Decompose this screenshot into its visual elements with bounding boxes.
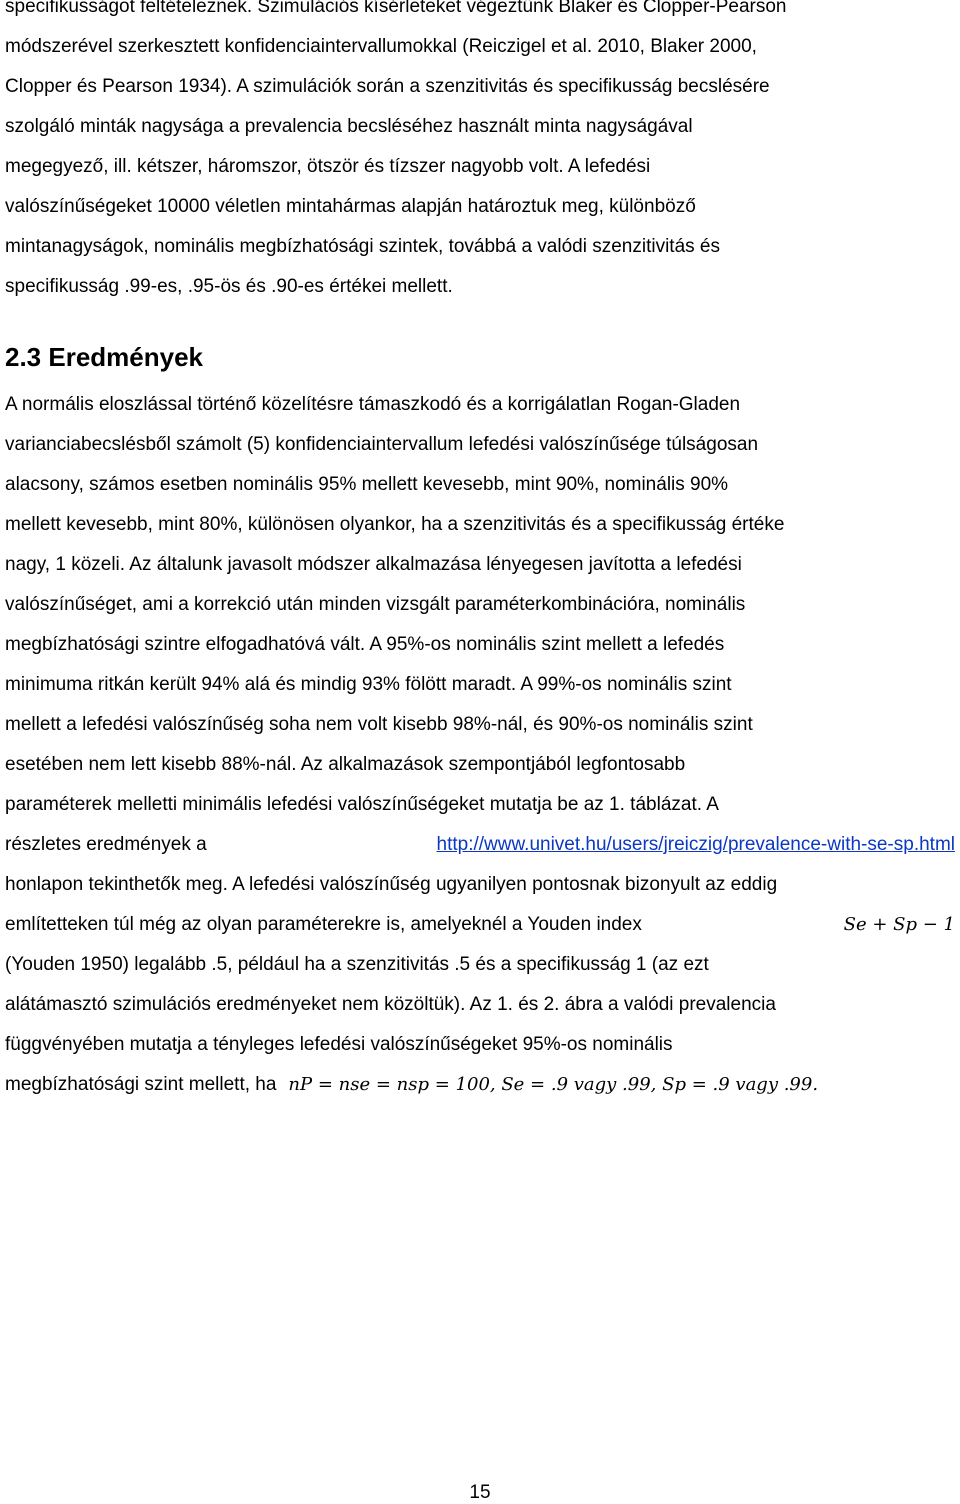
- results-link[interactable]: http://www.univet.hu/users/jreiczig/prevalence-with-se-sp.html: [436, 834, 955, 855]
- text-line: mintanagyságok, nominális megbízhatósági szintek, továbbá a valódi szenzitivitás és: [5, 236, 720, 257]
- text-line: (Youden 1950) legalább .5, például ha a szenzitivitás .5 és a specifikusság 1 (az ezt: [5, 954, 709, 975]
- text-line: mellett kevesebb, mint 80%, különösen olyankor, ha a szenzitivitás és a specifikusság értéke: [5, 514, 785, 535]
- paragraph-methods: [5, 0, 955, 317]
- text-line-with-formula: említetteken túl még az olyan paraméterekre is, amelyeknél a Youden index Se + Sp − 1: [5, 915, 955, 955]
- text-line: függvényében mutatja a tényleges lefedési valószínűségeket 95%-os nominális: [5, 1034, 673, 1055]
- text-line-with-formula: megbízhatósági szint mellett, ha nP = nse = nsp = 100, Se = .9 vagy .99, Sp = .9 vagy .99.: [5, 1075, 955, 1115]
- text-line: módszerével szerkesztett konfidenciaintervallumokkal (Reiczigel et al. 2010, Blaker 2000,: [5, 36, 757, 57]
- text-line-with-link: részletes eredmények a http://www.univet.hu/users/jreiczig/prevalence-with-se-sp.html: [5, 835, 955, 875]
- text-line: megbízhatósági szintre elfogadhatóvá vált. A 95%-os nominális szint mellett a lefedés: [5, 634, 725, 655]
- text-line: Clopper és Pearson 1934). A szimulációk során a szenzitivitás és specifikusság becslésére: [5, 76, 770, 97]
- paragraph-results: [5, 395, 955, 1115]
- text-line: minimuma ritkán került 94% alá és mindig 93% fölött maradt. A 99%-os nominális szint: [5, 674, 732, 695]
- text-line: varianciabecslésből számolt (5) konfidenciaintervallum lefedési valószínűsége túlságosan: [5, 434, 759, 455]
- text-line: valószínűségeket 10000 véletlen mintahármas alapján határoztuk meg, különböző: [5, 196, 696, 217]
- text-line: specifikusságot feltételeznek. Szimulációs kísérleteket végeztünk Blaker és Clopper-Pearson: [5, 0, 787, 17]
- text-line: alátámasztó szimulációs eredményeket nem közöltük). Az 1. és 2. ábra a valódi prevalencia: [5, 994, 776, 1015]
- youden-formula: Se + Sp − 1: [843, 914, 955, 935]
- text-line: nagy, 1 közeli. Az általunk javasolt módszer alkalmazása lényegesen javította a lefedési: [5, 554, 742, 575]
- text-line: megegyező, ill. kétszer, háromszor, ötször és tízszer nagyobb volt. A lefedési: [5, 156, 651, 177]
- text-line: honlapon tekinthetők meg. A lefedési valószínűség ugyanilyen pontosnak bizonyult az eddig: [5, 874, 778, 895]
- parameter-formula: nP = nse = nsp = 100, Se = .9 vagy .99, Sp = .9 vagy .99.: [288, 1074, 819, 1095]
- text-line: A normális eloszlással történő közelítésre támaszkodó és a korrigálatlan Rogan-Gladen: [5, 394, 741, 415]
- text-line: alacsony, számos esetben nominális 95% mellett kevesebb, mint 90%, nominális 90%: [5, 474, 729, 495]
- text-line: specifikusság .99-es, .95-ös és .90-es értékei mellett.: [5, 276, 453, 297]
- document-page: [5, 0, 955, 1115]
- text-line: szolgáló minták nagysága a prevalencia becsléséhez használt minta nagyságával: [5, 116, 693, 137]
- text-line: valószínűséget, ami a korrekció után minden vizsgált paraméterkombinációra, nominális: [5, 594, 746, 615]
- text-line: esetében nem lett kisebb 88%-nál. Az alkalmazások szempontjából legfontosabb: [5, 754, 686, 775]
- text-line: paraméterek melletti minimális lefedési valószínűségeket mutatja be az 1. táblázat. A: [5, 794, 719, 815]
- page-number: 15: [469, 1482, 491, 1503]
- section-heading: 2.3 Eredmények: [5, 342, 204, 372]
- text-line: mellett a lefedési valószínűség soha nem volt kisebb 98%-nál, és 90%-os nominális szint: [5, 714, 753, 735]
